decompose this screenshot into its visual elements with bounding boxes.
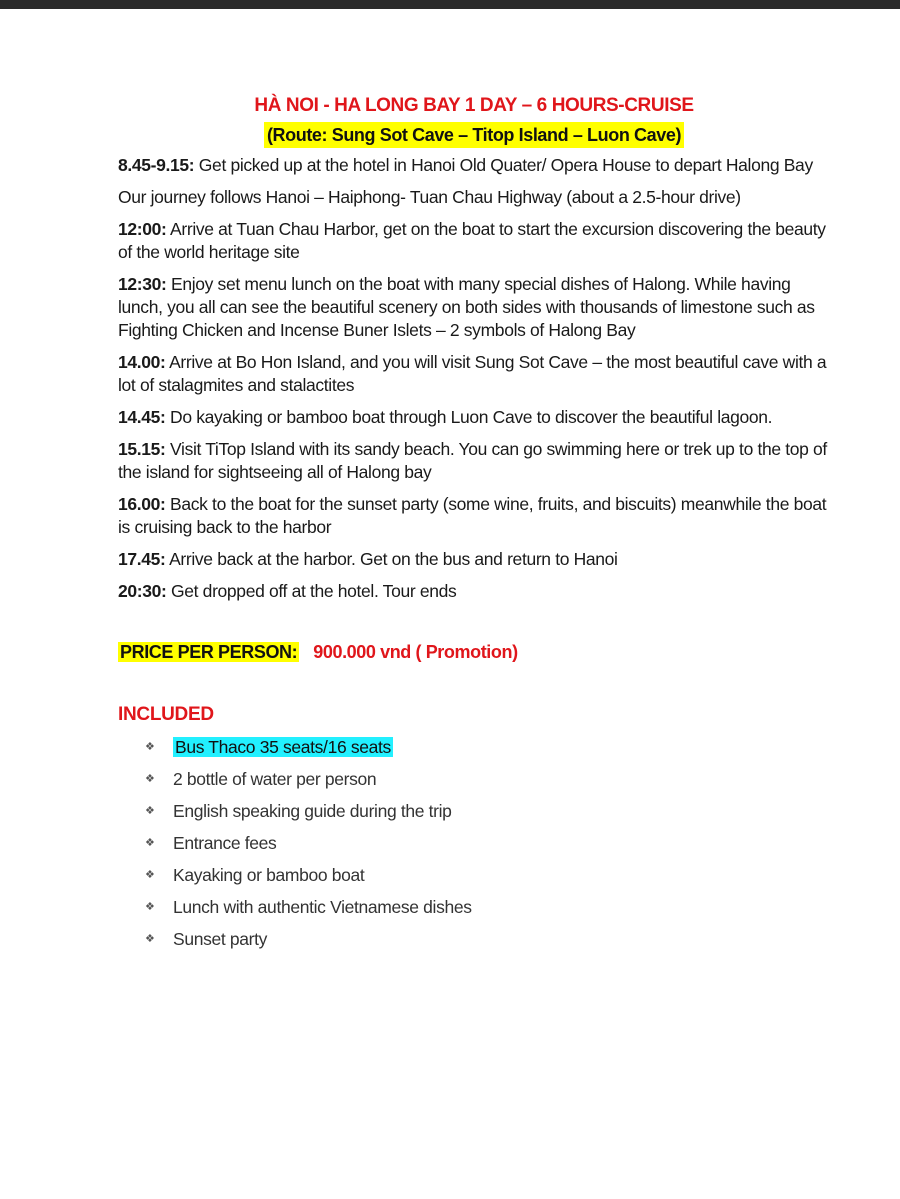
diamond-bullet-icon: ❖ xyxy=(145,933,155,945)
itinerary-item xyxy=(118,186,830,209)
list-item xyxy=(118,795,830,827)
included-item-text: Kayaking or bamboo boat xyxy=(173,865,365,885)
itinerary-item xyxy=(118,351,830,397)
included-item-text: Entrance fees xyxy=(173,833,277,853)
itinerary-item xyxy=(118,438,830,484)
item-time: 12:00: xyxy=(118,219,167,239)
tour-title: HÀ NOI - HA LONG BAY 1 DAY – 6 HOURS-CRUISE xyxy=(254,95,694,116)
itinerary-item xyxy=(118,493,830,539)
price-row xyxy=(118,639,830,665)
itinerary-item xyxy=(118,218,830,264)
item-text: Do kayaking or bamboo boat through Luon Cave to discover the beautiful lagoon. xyxy=(165,407,773,427)
included-heading: INCLUDED xyxy=(118,704,214,725)
item-text: Get dropped off at the hotel. Tour ends xyxy=(166,581,457,601)
document-page xyxy=(118,92,830,955)
included-item-text: Bus Thaco 35 seats/16 seats xyxy=(175,737,391,757)
item-text: Arrive at Bo Hon Island, and you will visit Sung Sot Cave – the most beautiful cave with a lot of stalagmites and stalactites xyxy=(118,352,827,395)
itinerary-item xyxy=(118,406,830,429)
diamond-bullet-icon: ❖ xyxy=(145,805,155,817)
item-time: 20:30: xyxy=(118,581,167,601)
item-text: Back to the boat for the sunset party (some wine, fruits, and biscuits) meanwhile the boat is cruising back to the harbor xyxy=(118,494,827,537)
diamond-bullet-icon: ❖ xyxy=(145,741,155,753)
diamond-bullet-icon: ❖ xyxy=(145,901,155,913)
included-item-text: Lunch with authentic Vietnamese dishes xyxy=(173,897,472,917)
item-time: 12:30: xyxy=(118,274,167,294)
item-text: Arrive back at the harbor. Get on the bus and return to Hanoi xyxy=(165,549,618,569)
price-label: PRICE PER PERSON: xyxy=(120,642,298,662)
diamond-bullet-icon: ❖ xyxy=(145,773,155,785)
item-text: Get picked up at the hotel in Hanoi Old Quater/ Opera House to depart Halong Bay xyxy=(194,155,813,175)
included-item-text: Sunset party xyxy=(173,929,268,949)
route-line xyxy=(118,122,830,148)
price-value: 900.000 vnd ( Promotion) xyxy=(313,642,518,662)
itinerary-list xyxy=(118,154,830,603)
top-bar xyxy=(0,0,900,9)
item-time: 14.00: xyxy=(118,352,166,372)
item-time: 14.45: xyxy=(118,407,166,427)
itinerary-item xyxy=(118,154,830,177)
diamond-bullet-icon: ❖ xyxy=(145,869,155,881)
item-text: Enjoy set menu lunch on the boat with many special dishes of Halong. While having lunch, you all can see the beautiful scenery on both sides with thousands of limestone such as Fighting Chicken and Incense Buner Islets – 2 symbols of Halong Bay xyxy=(118,274,815,340)
included-item-text: 2 bottle of water per person xyxy=(173,769,377,789)
included-list xyxy=(118,731,830,955)
itinerary-item xyxy=(118,273,830,342)
diamond-bullet-icon: ❖ xyxy=(145,837,155,849)
included-item-text: English speaking guide during the trip xyxy=(173,801,452,821)
item-text: Visit TiTop Island with its sandy beach. You can go swimming here or trek up to the top of the island for sightseeing all of Halong bay xyxy=(118,439,827,482)
list-item xyxy=(118,891,830,923)
item-time: 16.00: xyxy=(118,494,166,514)
itinerary-item xyxy=(118,548,830,571)
item-text: Arrive at Tuan Chau Harbor, get on the boat to start the excursion discovering the beauty of the world heritage site xyxy=(118,219,826,262)
list-item xyxy=(118,923,830,955)
list-item xyxy=(118,859,830,891)
item-text: Our journey follows Hanoi – Haiphong- Tuan Chau Highway (about a 2.5-hour drive) xyxy=(118,187,741,207)
list-item xyxy=(118,763,830,795)
itinerary-item xyxy=(118,580,830,603)
item-time: 8.45-9.15: xyxy=(118,155,195,175)
item-time: 15.15: xyxy=(118,439,166,459)
item-time: 17.45: xyxy=(118,549,166,569)
list-item xyxy=(118,731,830,763)
route-highlight: (Route: Sung Sot Cave – Titop Island – Luon Cave) xyxy=(264,122,684,148)
list-item xyxy=(118,827,830,859)
